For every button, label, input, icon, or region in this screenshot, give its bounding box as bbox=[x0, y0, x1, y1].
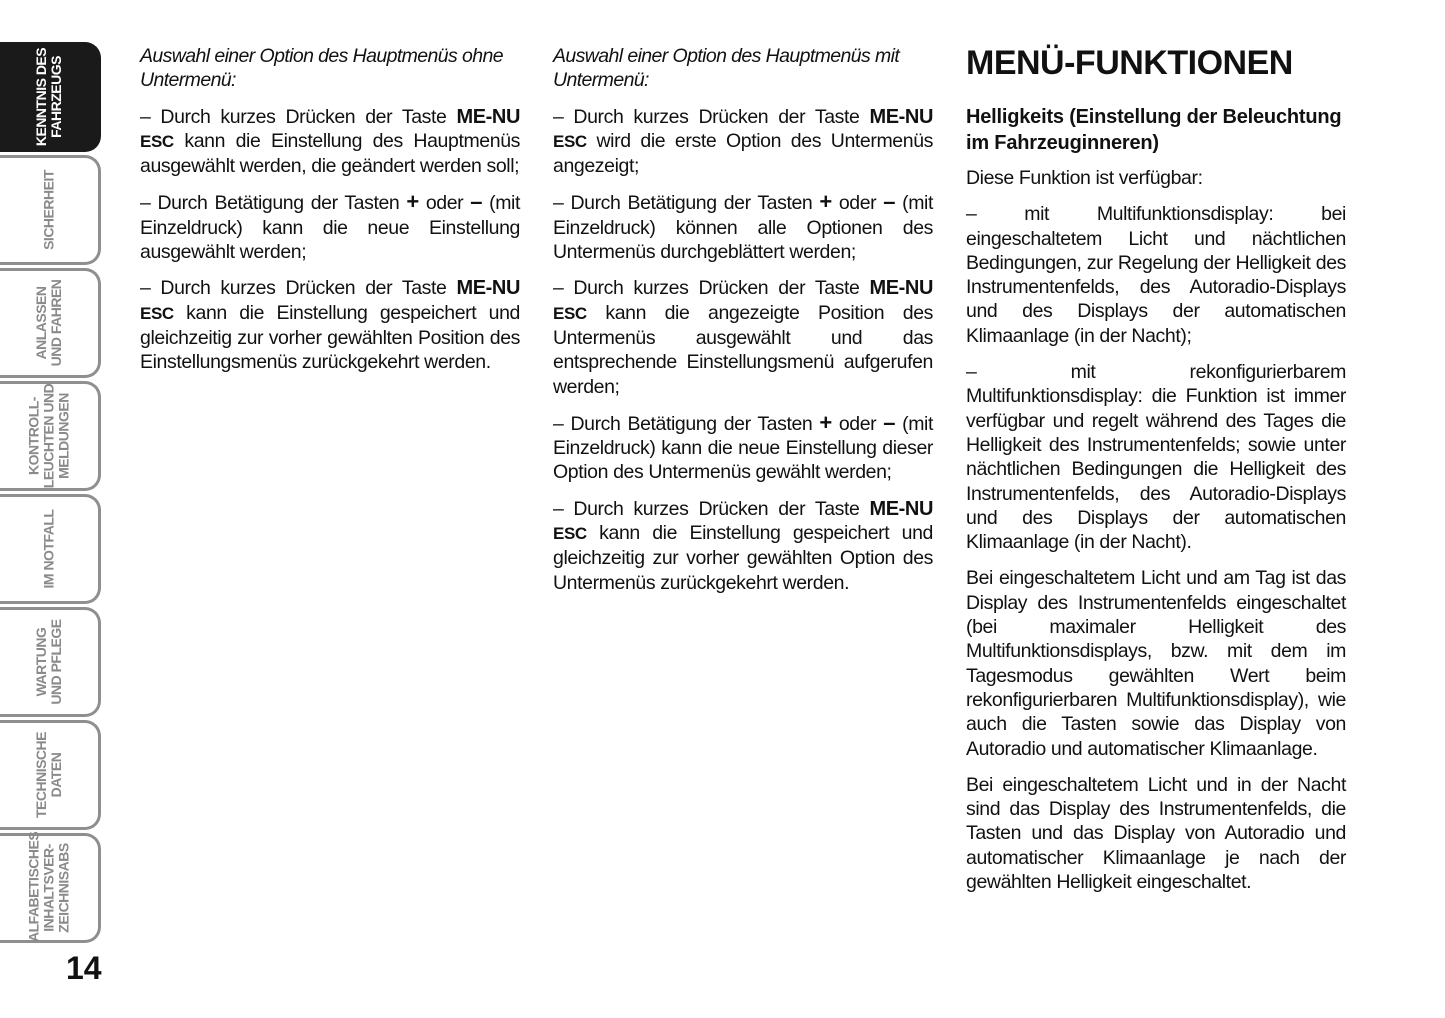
column-intro: Auswahl einer Option des Hauptmenüs mit Untermenü: bbox=[553, 45, 900, 92]
tab-label: WARTUNG UND PFLEGE bbox=[33, 619, 64, 705]
instruction-paragraph: – Durch kurzes Drücken der Taste ME-NU ESC kann die Einstellung des Hauptmenüs ausgewählt werden, die geändert werden soll; bbox=[140, 105, 520, 178]
instruction-paragraph: – Durch kurzes Drücken der Taste ME-NU ESC kann die Einstellung gespeichert und gleichzeitig zur vorher gewählten Option des Untermenüs zurückgekehrt werden. bbox=[553, 497, 933, 594]
instruction-paragraph: – Durch Betätigung der Tasten + oder – (mit Einzeldruck) können alle Optionen des Untermenüs durchgeblättert werden; bbox=[553, 189, 934, 264]
menu-key-label: ME-NU ESC bbox=[553, 277, 933, 323]
tab-wartung-und-pflege[interactable] bbox=[0, 607, 101, 717]
instruction-paragraph: – Durch kurzes Drücken der Taste ME-NU ESC kann die angezeigte Position des Untermenüs ausgewählt und das entsprechende Einstellungsmenü aufgerufen werden; bbox=[553, 277, 933, 398]
body-paragraph: Diese Funktion ist verfügbar: bbox=[966, 167, 1203, 189]
tab-label: ALFABETISCHES INHALTSVER- ZEICHNISABS bbox=[25, 831, 72, 942]
plus-key-symbol: + bbox=[819, 409, 832, 435]
plus-key-symbol: + bbox=[819, 189, 832, 215]
menu-key-label: ME-NU ESC bbox=[140, 277, 520, 323]
tab-label: KENNTNIS DES FAHRZEUGS bbox=[33, 47, 64, 147]
instruction-paragraph: – Durch kurzes Drücken der Taste ME-NU ESC kann die Einstellung gespeichert und gleichzeitig zur vorher gewählten Position des Einstellungsmenüs zurückgekehrt werden. bbox=[140, 277, 520, 374]
tab-im-notfall[interactable] bbox=[0, 494, 101, 604]
tab-label: SICHERHEIT bbox=[40, 170, 57, 250]
tab-kontrollleuchten-und-meldungen[interactable] bbox=[0, 381, 101, 491]
instruction-paragraph: – Durch Betätigung der Tasten + oder – (mit Einzeldruck) kann die neue Einstellung dieser Option des Untermenüs gewählt werden; bbox=[553, 409, 934, 484]
column-2 bbox=[553, 44, 933, 607]
section-subtitle: Helligkeits (Einstellung der Beleuchtung im Fahrzeuginneren) bbox=[966, 106, 1342, 154]
menu-key-label: ME-NU ESC bbox=[553, 497, 933, 544]
minus-key-symbol: – bbox=[883, 189, 896, 215]
tab-sicherheit[interactable] bbox=[0, 155, 101, 265]
tab-label: KONTROLL- LEUCHTEN UND MELDUNGEN bbox=[25, 383, 72, 489]
instruction-paragraph: – Durch kurzes Drücken der Taste ME-NU ESC wird die erste Option des Untermenüs angezeigt; bbox=[553, 105, 933, 178]
body-paragraph: – mit Multifunktionsdisplay: bei eingeschaltetem Licht und nächtlichen Bedingungen, zur Regelung der Helligkeit des Instrumentenfelds, des Autoradio-Displays und des Displays der automatischen Klimaanlage (in der Nacht); bbox=[966, 203, 1346, 347]
tab-kenntnis-des-fahrzeugs[interactable] bbox=[0, 42, 101, 152]
tab-label: ANLASSEN UND FAHREN bbox=[33, 279, 64, 367]
tab-alfabetisches-inhaltsverzeichnis[interactable] bbox=[0, 833, 101, 943]
page-number: 14 bbox=[66, 950, 102, 986]
column-1 bbox=[140, 44, 520, 387]
tab-technische-daten[interactable] bbox=[0, 720, 101, 830]
column-3 bbox=[966, 44, 1346, 906]
minus-key-symbol: – bbox=[470, 189, 483, 215]
tab-anlassen-und-fahren[interactable] bbox=[0, 268, 101, 378]
body-paragraph: Bei eingeschaltetem Licht und in der Nacht sind das Display des Instrumentenfelds, die Tasten und das Display von Autoradio und automatischer Klimaanlage je nach der gewählten Helligkeit eingeschaltet. bbox=[966, 773, 1346, 894]
tab-label: TECHNISCHE DATEN bbox=[33, 732, 64, 819]
tab-label: IM NOTFALL bbox=[40, 509, 57, 589]
plus-key-symbol: + bbox=[406, 189, 419, 215]
instruction-paragraph: – Durch Betätigung der Tasten + oder – (mit Einzeldruck) kann die neue Einstellung ausgewählt werden; bbox=[140, 189, 521, 264]
body-paragraph: Bei eingeschaltetem Licht und am Tag ist das Display des Instrumentenfelds eingeschaltet (bei maximaler Helligkeit des Multifunktionsdisplays, bzw. mit dem im Tagesmodus gewählten Wert beim rekonfigurierbaren Multifunktionsdisplay), wie auch die Tasten sowie das Display von Autoradio und automatischer Klimaanlage. bbox=[966, 567, 1346, 760]
page-title: MENÜ-FUNKTIONEN bbox=[966, 44, 1293, 82]
menu-key-label: ME-NU ESC bbox=[553, 105, 933, 151]
menu-key-label: ME-NU ESC bbox=[140, 105, 520, 151]
minus-key-symbol: – bbox=[883, 409, 896, 435]
column-intro: Auswahl einer Option des Hauptmenüs ohne Untermenü: bbox=[140, 45, 503, 92]
body-paragraph: – mit rekonfigurierbarem Multifunktionsdisplay: die Funktion ist immer verfügbar und regelt während des Tages die Helligkeit des Instrumentenfelds; sowie unter nächtlichen Bedingungen die Helligkeit des Instrumentenfelds, des Autoradio-Displays und des Displays der automatischen Klimaanlage (in der Nacht). bbox=[966, 361, 1346, 554]
